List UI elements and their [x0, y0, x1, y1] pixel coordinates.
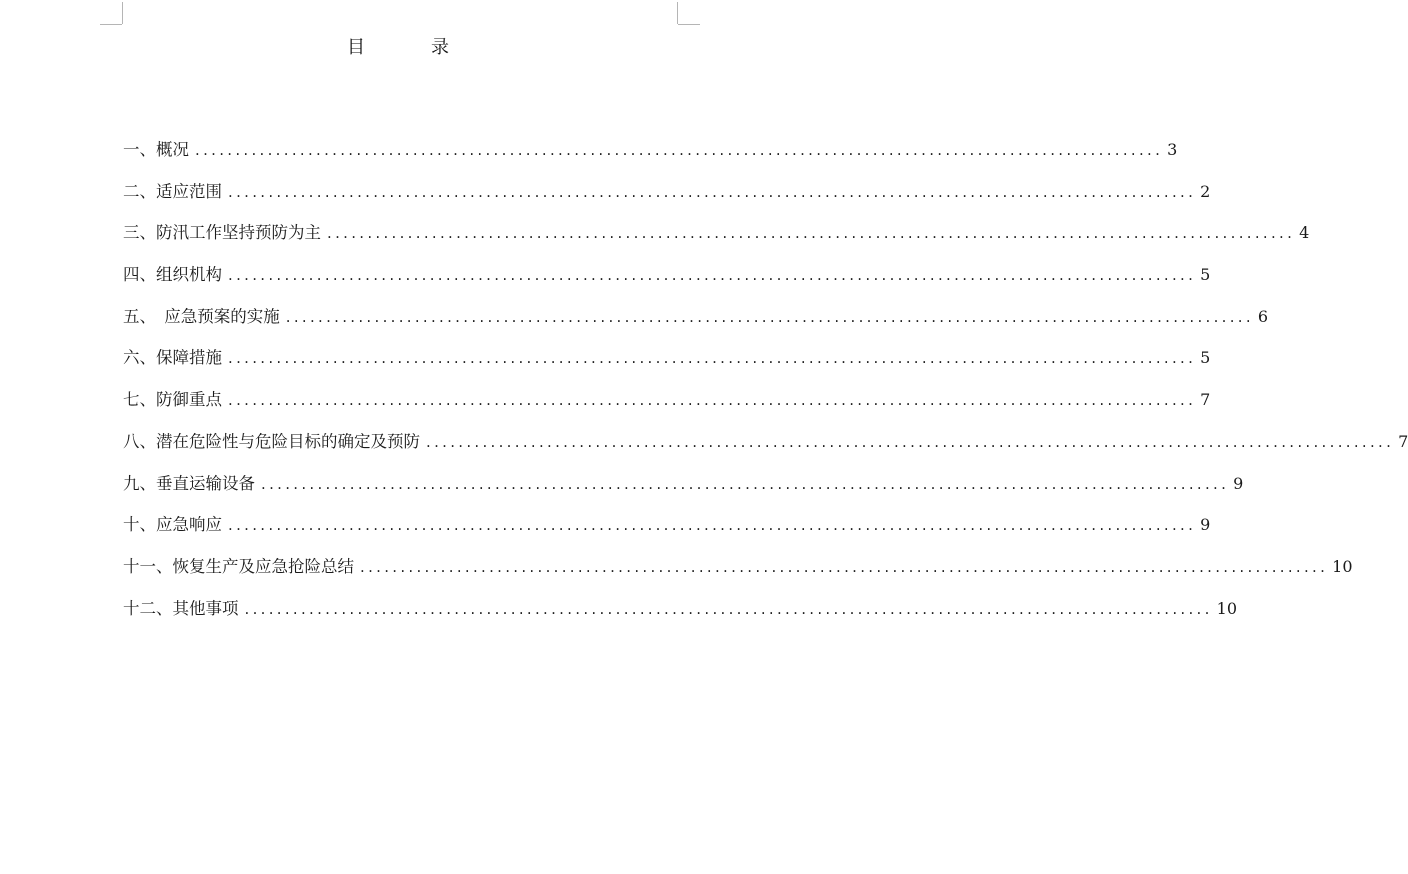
toc-entry[interactable]	[123, 219, 1310, 261]
toc-entry-label: 八、潜在危险性与危险目标的确定及预防	[123, 431, 420, 451]
toc-entry-page: 5	[1200, 265, 1211, 285]
toc-entry-page: 10	[1332, 556, 1353, 576]
toc-leader-dots: ........................................................................................................................	[327, 224, 1296, 243]
toc-entry-page: 10	[1216, 598, 1238, 618]
toc-leader-dots: ........................................................................................................................	[228, 391, 1197, 410]
crop-mark-top-right-vertical	[677, 2, 678, 24]
toc-entry-page: 4	[1299, 223, 1310, 243]
crop-mark-top-left-vertical	[122, 2, 123, 24]
toc-entry-label: 九、垂直运输设备	[123, 473, 255, 493]
toc-entry-label: 二、适应范围	[123, 181, 222, 201]
toc-entry-page: 3	[1167, 140, 1178, 159]
table-of-contents	[123, 136, 1408, 636]
toc-entry[interactable]	[123, 428, 1408, 470]
toc-entry-label: 一、概况	[123, 140, 189, 159]
crop-mark-top-right-horizontal	[678, 24, 700, 25]
crop-mark-top-left-horizontal	[100, 24, 122, 25]
toc-entry[interactable]	[123, 470, 1244, 512]
toc-entry[interactable]	[123, 595, 1238, 637]
toc-entry-label: 十二、其他事项	[123, 598, 239, 618]
toc-entry-label: 十、应急响应	[123, 515, 222, 535]
toc-entry-label: 五、 应急预案的实施	[123, 306, 280, 326]
toc-title: 目 录	[347, 37, 473, 58]
toc-entry-page: 9	[1200, 515, 1211, 535]
toc-entry-label: 十一、恢复生产及应急抢险总结	[123, 556, 354, 576]
toc-entry[interactable]	[123, 511, 1211, 553]
toc-entry[interactable]	[123, 261, 1211, 303]
toc-leader-dots: ........................................................................................................................	[228, 182, 1197, 201]
toc-leader-dots: ........................................................................................................................	[228, 349, 1197, 368]
toc-leader-dots: ........................................................................................................................	[195, 141, 1164, 159]
toc-entry-label: 七、防御重点	[123, 390, 222, 410]
toc-entry[interactable]	[123, 386, 1211, 428]
toc-entry[interactable]	[123, 303, 1269, 345]
toc-entry-page: 7	[1200, 390, 1211, 410]
toc-leader-dots: ........................................................................................................................	[228, 266, 1197, 285]
toc-entry[interactable]	[123, 344, 1211, 386]
toc-leader-dots: ........................................................................................................................	[228, 516, 1197, 535]
toc-entry-page: 6	[1257, 306, 1269, 326]
toc-entry-label: 四、组织机构	[123, 265, 222, 285]
toc-entry-label: 三、防汛工作坚持预防为主	[123, 223, 321, 243]
toc-leader-dots: ........................................................................................................................	[426, 432, 1395, 451]
toc-entry-label: 六、保障措施	[123, 348, 222, 368]
toc-entry[interactable]	[123, 553, 1353, 595]
toc-entry[interactable]	[123, 178, 1211, 220]
toc-entry-page: 5	[1200, 348, 1211, 368]
toc-entry[interactable]	[123, 136, 1178, 178]
toc-leader-dots: ........................................................................................................................	[261, 474, 1230, 493]
toc-entry-page: 9	[1233, 473, 1244, 493]
toc-leader-dots: ........................................................................................................................	[244, 599, 1213, 618]
toc-entry-page: 7	[1398, 431, 1408, 451]
toc-leader-dots: ........................................................................................................................	[285, 307, 1254, 326]
toc-entry-page: 2	[1200, 181, 1211, 201]
toc-leader-dots: ........................................................................................................................	[360, 557, 1329, 576]
